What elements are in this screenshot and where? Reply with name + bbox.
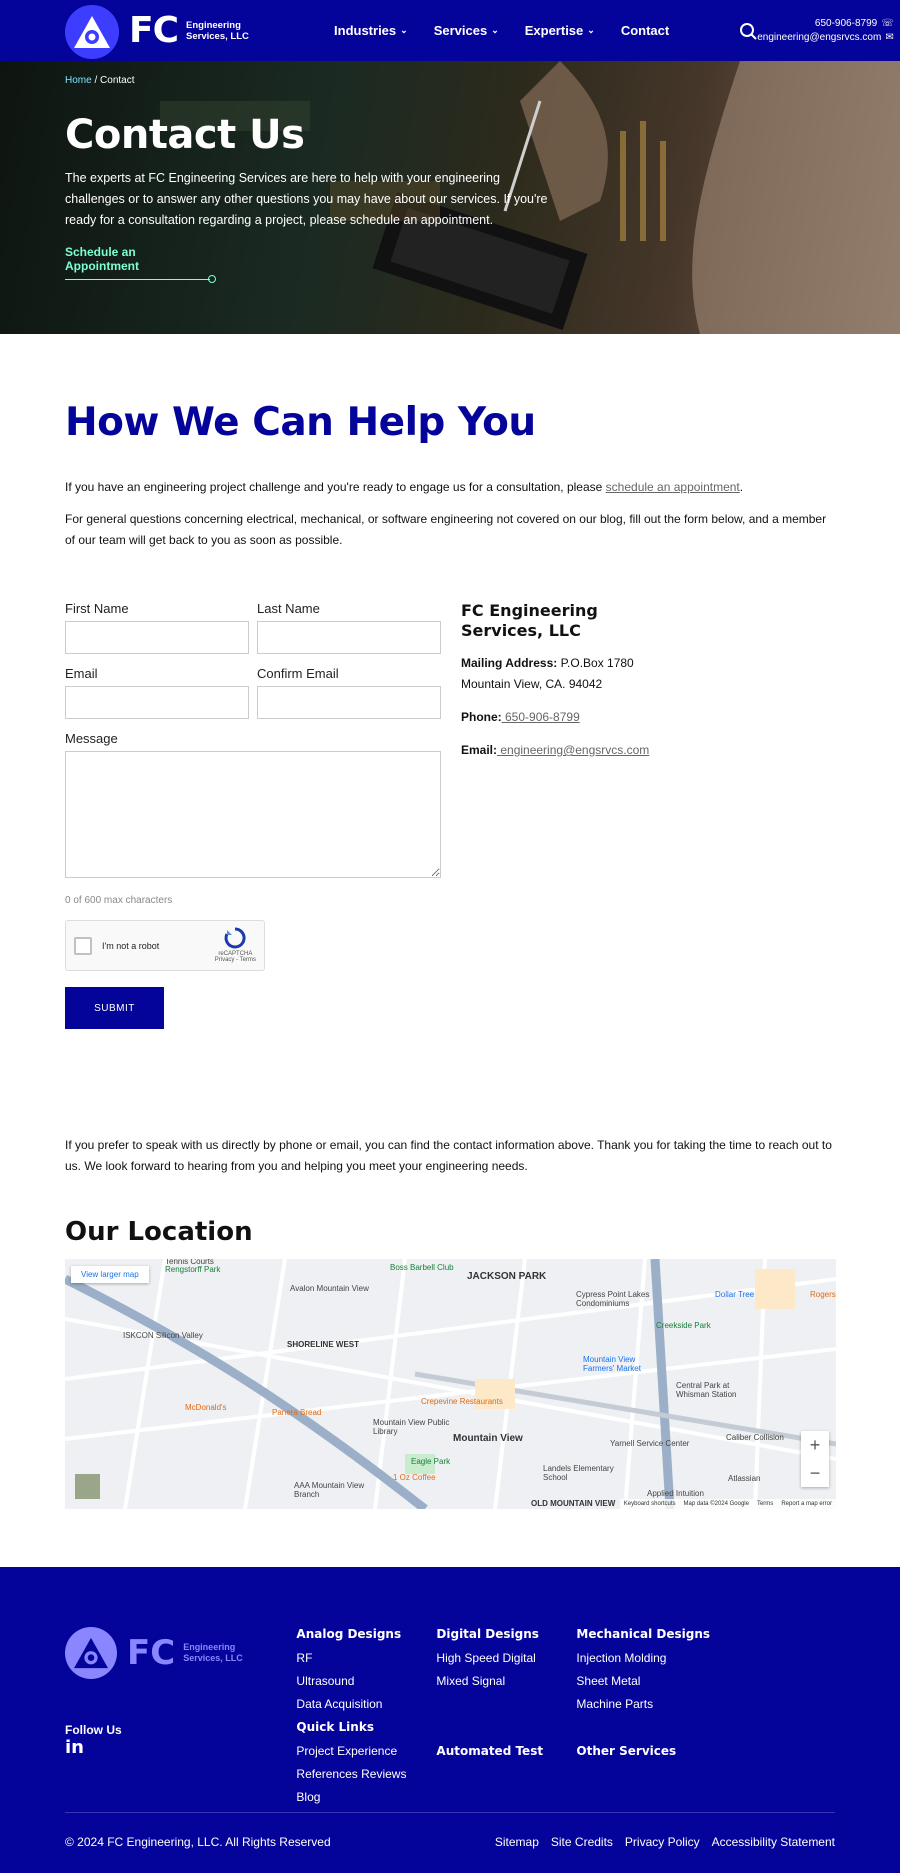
keyboard-shortcuts-link[interactable]: Keyboard shortcuts xyxy=(623,1501,676,1507)
contact-section xyxy=(65,601,835,1029)
confirm-email-input[interactable] xyxy=(257,686,441,719)
contact-form xyxy=(65,601,441,1029)
map-label: Creekside Park xyxy=(656,1321,711,1330)
map-label: Central Park at Whisman Station xyxy=(676,1381,737,1399)
hero-content xyxy=(65,75,565,280)
recaptcha-icon xyxy=(224,927,246,949)
zoom-out-button[interactable]: − xyxy=(809,1463,821,1483)
footer-link[interactable]: Ultrasound xyxy=(296,1674,355,1688)
map-label: OLD MOUNTAIN VIEW xyxy=(531,1499,616,1508)
view-larger-map-link[interactable]: View larger map xyxy=(71,1266,149,1283)
map-label: Avalon Mountain View xyxy=(290,1284,369,1293)
recaptcha-logo: reCAPTCHA Privacy - Terms xyxy=(215,927,256,963)
footer-col-other: Other Services xyxy=(576,1744,677,1758)
follow-us-label: Follow Us xyxy=(65,1723,122,1737)
page-title: Contact Us xyxy=(65,112,305,158)
recaptcha-checkbox[interactable] xyxy=(74,937,92,955)
map-label: 1 Oz Coffee xyxy=(393,1473,436,1482)
submit-button[interactable]: SUBMIT xyxy=(65,987,164,1029)
mailing-label: Mailing Address: xyxy=(461,656,558,670)
phone-label: Phone: xyxy=(461,710,502,724)
footer-link[interactable]: Blog xyxy=(296,1790,321,1804)
map-label: Caliber Collision xyxy=(726,1433,784,1442)
footer-logo-subtitle: Engineering Services, LLC xyxy=(183,1642,243,1663)
map-data-text: Map data ©2024 Google xyxy=(683,1501,749,1507)
map-label: Eagle Park xyxy=(411,1457,451,1466)
footer-link[interactable]: Sheet Metal xyxy=(576,1674,641,1688)
intro-text: If you have an engineering project challenge and you're ready to engage us for a consultation, please schedule an appointment. For general questions concerning electrical, mechanical, or software engineering not covered on our blog, fill out the form below, and a member of our team will get back to you as soon as possible. xyxy=(65,480,827,547)
map-label: Boss Barbell Club xyxy=(390,1263,454,1272)
footer-link[interactable]: Machine Parts xyxy=(576,1697,654,1711)
map-label: Atlassian xyxy=(728,1474,761,1483)
character-counter: 0 of 600 max characters xyxy=(65,895,173,906)
nav-services[interactable]: Services ⌄ xyxy=(433,23,499,38)
first-name-input[interactable] xyxy=(65,621,249,654)
map-label: Applied Intuition xyxy=(647,1489,704,1498)
email-input[interactable] xyxy=(65,686,249,719)
footer-link[interactable]: RF xyxy=(296,1651,313,1665)
map-label: AAA Mountain View Branch xyxy=(294,1481,365,1499)
schedule-appointment-inline-link[interactable]: schedule an appointment xyxy=(605,480,740,494)
map-zoom-controls xyxy=(801,1431,829,1487)
chevron-down-icon: ⌄ xyxy=(491,25,499,35)
email-link[interactable]: engineering@engsrvcs.com xyxy=(497,743,650,757)
schedule-appointment-link[interactable]: Schedule an Appointment xyxy=(65,245,210,280)
mail-icon: ✉ xyxy=(885,31,894,43)
last-name-label: Last Name xyxy=(257,601,320,616)
logo-triangle-icon xyxy=(65,1627,117,1679)
footer-link[interactable]: Data Acquisition xyxy=(296,1697,383,1711)
recaptcha-widget xyxy=(65,920,265,971)
header-phone-link[interactable]: 650-906-8799 xyxy=(814,17,878,29)
header-contact xyxy=(757,17,894,45)
footer-col-analog: Analog Designs RF Ultrasound Data Acquisition xyxy=(296,1627,436,1720)
footer-col-digital: Digital Designs High Speed Digital Mixed Signal xyxy=(436,1627,576,1720)
footer-logo[interactable] xyxy=(65,1627,296,1679)
footer-link[interactable]: High Speed Digital xyxy=(436,1651,536,1665)
map-terms-link[interactable]: Terms xyxy=(756,1501,774,1507)
privacy-policy-link[interactable]: Privacy Policy xyxy=(624,1835,700,1849)
message-textarea[interactable] xyxy=(65,751,441,878)
map-label: Mountain View xyxy=(453,1433,523,1444)
company-info xyxy=(461,601,661,1029)
map-label: Mountain View Public Library xyxy=(373,1418,450,1436)
footer-logo-letters: FC xyxy=(127,1633,176,1673)
chevron-down-icon: ⌄ xyxy=(400,25,408,35)
footer-bottom xyxy=(65,1812,835,1849)
map-label: Tennis Courts xyxy=(165,1259,214,1266)
confirm-email-label: Confirm Email xyxy=(257,666,339,681)
map-label: Yarnell Service Center xyxy=(610,1439,690,1448)
breadcrumb: Home / Contact xyxy=(65,75,135,86)
sitemap-link[interactable]: Sitemap xyxy=(494,1835,539,1849)
phone-icon: ☏ xyxy=(881,17,894,29)
linkedin-icon[interactable]: in xyxy=(65,1737,84,1758)
zoom-in-button[interactable]: + xyxy=(809,1435,821,1455)
footer-link[interactable]: Injection Molding xyxy=(576,1651,667,1665)
site-credits-link[interactable]: Site Credits xyxy=(550,1835,613,1849)
map-label: Landels Elementary School xyxy=(543,1464,614,1482)
footer-col-mechanical: Mechanical Designs Injection Molding Sheet Metal Machine Parts xyxy=(576,1627,716,1720)
email-info-label: Email: xyxy=(461,743,498,757)
footer-col-automated: Automated Test xyxy=(436,1744,544,1758)
footer-link[interactable]: Mixed Signal xyxy=(436,1674,506,1688)
map-label: Rengstorff Park xyxy=(165,1265,221,1274)
footer-legal-links xyxy=(495,1835,835,1849)
footer-col-quicklinks: Quick Links Project Experience References Reviews Blog xyxy=(296,1720,436,1813)
map-label: McDonald's xyxy=(185,1403,227,1412)
breadcrumb-home-link[interactable]: Home xyxy=(65,75,92,86)
site-header xyxy=(0,0,900,61)
map-label: ISKCON Silicon Valley xyxy=(123,1331,203,1340)
section-title: How We Can Help You xyxy=(65,400,536,445)
map-label: Rogers xyxy=(810,1290,836,1299)
map-label: Dollar Tree xyxy=(715,1290,755,1299)
location-title: Our Location xyxy=(65,1217,253,1247)
logo-triangle-icon xyxy=(65,5,119,59)
logo-subtitle: Engineering Services, LLC xyxy=(186,19,249,42)
copyright: © 2024 FC Engineering, LLC. All Rights Reserved xyxy=(65,1835,331,1849)
nav-industries[interactable]: Industries ⌄ xyxy=(334,23,408,38)
last-name-input[interactable] xyxy=(257,621,441,654)
mailing-address-line1: P.O.Box 1780 xyxy=(557,656,634,670)
main-nav xyxy=(334,23,669,38)
map-label: Cypress Point Lakes Condominiums xyxy=(576,1290,650,1308)
search-icon[interactable] xyxy=(739,22,757,40)
phone-link[interactable]: 650-906-8799 xyxy=(501,710,580,724)
hero-description: The experts at FC Engineering Services are here to help with your engineering challenges or to answer any other questions you may have about our services. If you're ready for a consultation regarding a project, please schedule an appointment. xyxy=(65,171,548,227)
recaptcha-label: I'm not a robot xyxy=(102,940,160,951)
mailing-address-line2: Mountain View, CA. 94042 xyxy=(461,677,603,691)
nav-expertise[interactable]: Expertise ⌄ xyxy=(524,23,595,38)
main-content xyxy=(0,334,900,1509)
google-map[interactable] xyxy=(65,1259,836,1509)
map-label: Mountain View Farmers' Market xyxy=(583,1355,641,1373)
accessibility-link[interactable]: Accessibility Statement xyxy=(711,1835,835,1849)
map-footer xyxy=(620,1499,836,1509)
map-label: SHORELINE WEST xyxy=(287,1340,360,1349)
footer-link[interactable]: References Reviews xyxy=(296,1767,407,1781)
nav-contact[interactable]: Contact xyxy=(620,23,670,38)
breadcrumb-current: Contact xyxy=(100,75,135,86)
chevron-down-icon: ⌄ xyxy=(587,25,595,35)
site-footer xyxy=(0,1567,900,1873)
closing-text: If you prefer to speak with us directly by phone or email, you can find the contact information above. Thank you for taking the time to reach out to us. We look forward to hearing from you and helping you meet your engineering needs. xyxy=(65,1138,832,1173)
map-label: JACKSON PARK xyxy=(467,1271,547,1282)
header-email-link[interactable]: engineering@engsrvcs.com xyxy=(757,31,882,43)
report-map-error-link[interactable]: Report a map error xyxy=(781,1501,832,1507)
footer-link[interactable]: Project Experience xyxy=(296,1744,398,1758)
company-name: FC Engineering Services, LLC xyxy=(461,601,598,640)
email-label: Email xyxy=(65,666,98,681)
logo-letters: FC xyxy=(129,10,179,51)
first-name-label: First Name xyxy=(65,601,129,616)
map-label: Crepevine Restaurants xyxy=(421,1397,503,1406)
message-label: Message xyxy=(65,731,118,746)
site-logo[interactable] xyxy=(65,3,256,59)
hero-banner xyxy=(0,61,900,334)
map-label: Panera Bread xyxy=(272,1408,322,1417)
